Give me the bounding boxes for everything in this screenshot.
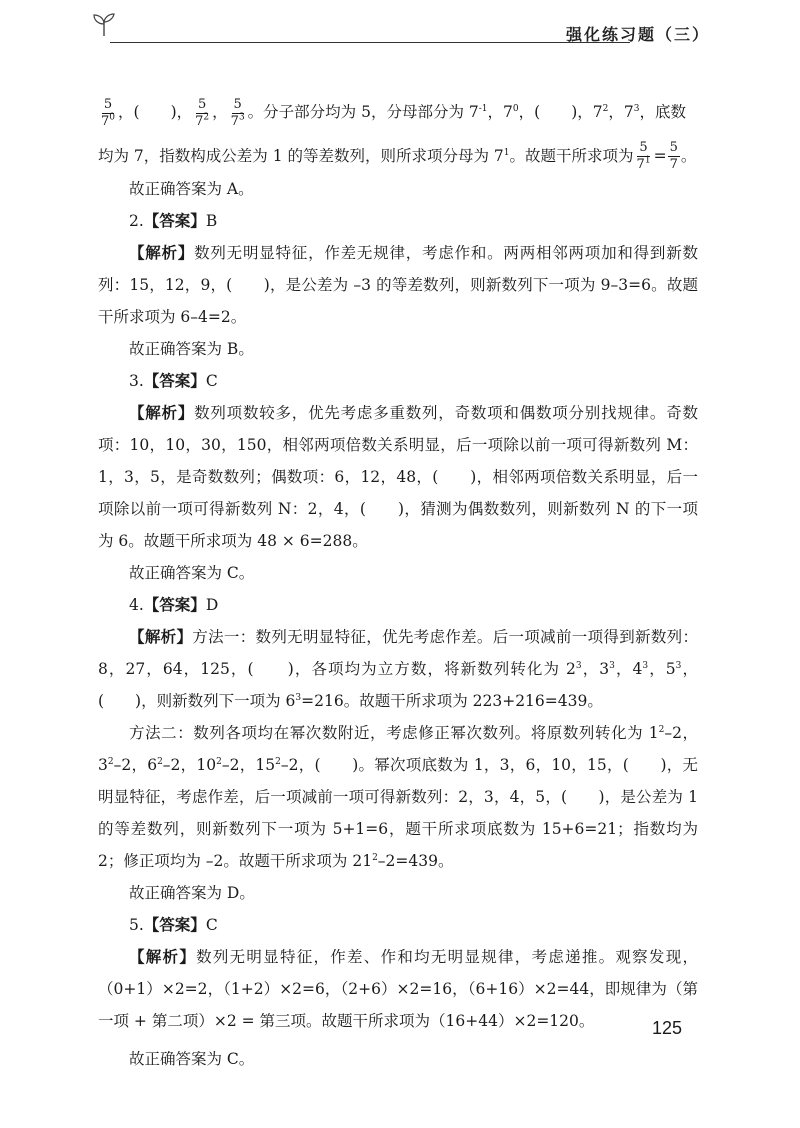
fraction-2: $\frac{5}{7^2}$ bbox=[195, 96, 210, 129]
explanation-2: 【解析】数列无明显特征，作差无规律，考虑作和。两两相邻两项加和得到新数列：15，12，9，( )，是公差为 –3 的等差数列，则新数列下一项为 9–3=6。故题干所求项为 6–4=2。 bbox=[98, 244, 698, 326]
fraction-3: $\frac{5}{7^3}$ bbox=[230, 96, 245, 129]
page-header bbox=[90, 8, 710, 48]
header-rule bbox=[110, 42, 630, 43]
conclusion-1: 故正确答案为 A。 bbox=[129, 180, 254, 198]
answer-heading-4: 4.【答案】D bbox=[129, 596, 219, 614]
explanation-5: 【解析】数列无明显特征，作差、作和均无明显规律，考虑递推。观察发现，（0+1）×2=2，（1+2）×2=6，（2+6）×2=16，（6+16）×2=44，即规律为（第一项 + 第二项）×2 = 第三项。故题干所求项为（16+44）×2=120。 bbox=[98, 948, 698, 1030]
conclusion-5: 故正确答案为 C。 bbox=[129, 1050, 255, 1068]
conclusion-2: 故正确答案为 B。 bbox=[129, 340, 254, 358]
fraction-1: $\frac{5}{7^0}$ bbox=[101, 96, 116, 129]
paragraph-fractions: $\frac{5}{7^0}$ ，( )， $\frac{5}{7^2}$ ， $\frac{5}{7^3}$ 。分子部分均为 5，分母部分为 $7^{-1}$，$7^0$，( )，$7^2$，$7^3$，底数 bbox=[101, 96, 686, 129]
explanation-4-method-1: 【解析】方法一：数列无明显特征，优先考虑作差。后一项减前一项得到新数列：8，27，64，125，( )，各项均为立方数，将新数列转化为 $2^3$，$3^3$，$4^3$，$5^3$，( )，则新数列下一项为 $6^3=216$。故题干所求项为 223+216=439。 bbox=[98, 628, 698, 710]
paragraph-fractions-cont: 均为 7，指数构成公差为 1 的等差数列，则所求项分母为 $7^1$。故题干所求项为 $\frac{5}{7^1}$ = $\frac{5}{7}$ 。 bbox=[98, 140, 697, 172]
page-number: 125 bbox=[652, 1018, 683, 1038]
conclusion-4: 故正确答案为 D。 bbox=[129, 884, 255, 902]
explanation-3: 【解析】数列项数较多，优先考虑多重数列，奇数项和偶数项分别找规律。奇数项：10，10，30，150，相邻两项倍数关系明显，后一项除以前一项可得新数列 M：1，3，5，是奇数数列；偶数项：6，12，48，( )，相邻两项倍数关系明显，后一项除以前一项可得新数列 N：2，4，( )，猜测为偶数数列，则新数列 N 的下一项为 6。故题干所求项为 48 × 6=288。 bbox=[98, 404, 698, 550]
sprout-icon bbox=[90, 10, 118, 38]
conclusion-3: 故正确答案为 C。 bbox=[129, 564, 255, 582]
answer-heading-2: 2.【答案】B bbox=[129, 212, 218, 230]
page-content bbox=[98, 96, 698, 1075]
fraction-answer-simplified: $\frac{5}{7}$ bbox=[669, 140, 678, 172]
explanation-4-method-2: 方法二：数列各项均在幂次数附近，考虑修正幂次数列。将原数列转化为 $1^2-2$，$3^2-2$，$6^2-2$，$10^2-2$，$15^2-2$，( )。幂次项底数为 1，3，6，10，15，( )，无明显特征，考虑作差，后一项减前一项可得新数列：2，3，4，5，( )，是公差为 1 的等差数列，则新数列下一项为 5+1=6，题干所求项底数为 15+6=21；指数均为 2；修正项均为 –2。故题干所求项为 $21^2-2=439$。 bbox=[98, 724, 698, 870]
answer-heading-3: 3.【答案】C bbox=[129, 372, 218, 390]
header-title: 强化练习题（三） bbox=[565, 25, 710, 44]
fraction-answer: $\frac{5}{7^1}$ bbox=[636, 140, 651, 172]
answer-heading-5: 5.【答案】C bbox=[129, 916, 218, 934]
